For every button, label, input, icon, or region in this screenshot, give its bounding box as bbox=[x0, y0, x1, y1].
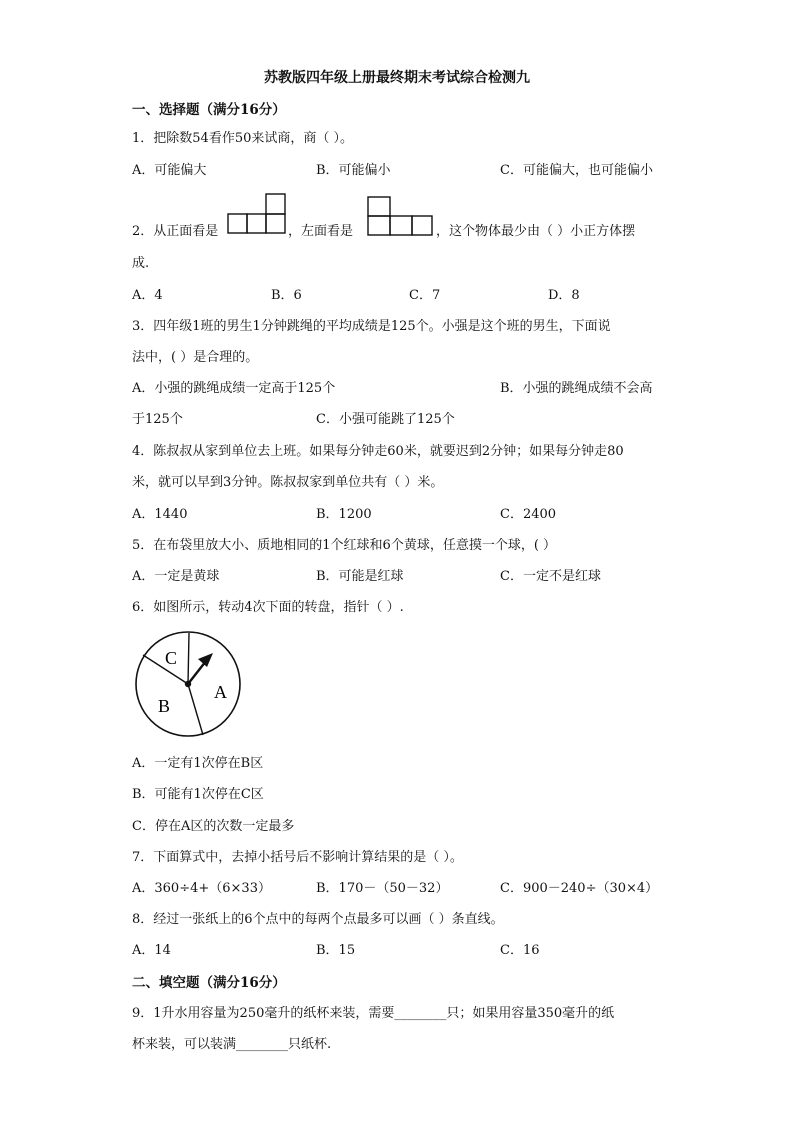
question-3-option-c: C．小强可能跳了125个 bbox=[316, 412, 455, 427]
question-6-option-c: C．停在A区的次数一定最多 bbox=[132, 819, 295, 834]
question-1-option-b: B．可能偏小 bbox=[316, 163, 391, 178]
question-2-option-d: D．8 bbox=[548, 288, 580, 303]
question-8-stem: 8．经过一张纸上的6个点中的每两个点最多可以画（ ）条直线。 bbox=[132, 912, 504, 927]
question-2-option-a: A．4 bbox=[132, 288, 163, 303]
question-1-option-c: C．可能偏大，也可能偏小 bbox=[500, 163, 653, 178]
spinner-figure bbox=[132, 630, 244, 742]
section-heading-choice: 一、选择题（满分16分） bbox=[132, 102, 286, 118]
question-5-stem: 5．在布袋里放大小、质地相同的1个红球和6个黄球，任意摸一个球，( ） bbox=[132, 538, 557, 553]
question-4-option-a: A．1440 bbox=[132, 507, 188, 522]
question-3-line-1: 3．四年级1班的男生1分钟跳绳的平均成绩是125个。小强是这个班的男生，下面说 bbox=[132, 319, 611, 334]
question-7-option-b: B．170－（50－32） bbox=[316, 881, 449, 896]
question-4-line-2: 米，就可以早到3分钟。陈叔叔家到单位共有（ ）米。 bbox=[132, 475, 444, 490]
question-3-option-b: B．小强的跳绳成绩不会高 bbox=[500, 381, 653, 396]
question-7-stem: 7．下面算式中，去掉小括号后不影响计算结果的是（ ）。 bbox=[132, 850, 463, 865]
question-2-option-b: B．6 bbox=[271, 288, 302, 303]
question-5-option-c: C．一定不是红球 bbox=[500, 569, 601, 584]
question-3-line-2: 法中，( ）是合理的。 bbox=[132, 350, 259, 365]
spinner-label-c: C bbox=[165, 648, 178, 668]
document-title: 苏教版四年级上册最终期末考试综合检测九 bbox=[264, 70, 530, 86]
question-3-option-b-cont: 于125个 bbox=[132, 412, 183, 427]
question-8-option-c: C．16 bbox=[500, 943, 540, 958]
question-6-stem: 6．如图所示，转动4次下面的转盘，指针（ ）. bbox=[132, 600, 404, 615]
question-3-option-a: A．小强的跳绳成绩一定高于125个 bbox=[132, 381, 336, 396]
question-9-line-2: 杯来装，可以装满________只纸杯. bbox=[132, 1037, 332, 1052]
question-4-line-1: 4．陈叔叔从家到单位去上班。如果每分钟走60米，就要迟到2分钟；如果每分钟走80 bbox=[132, 444, 624, 459]
question-7-option-c: C．900－240÷（30×4） bbox=[500, 881, 659, 896]
spinner-label-a: A bbox=[214, 682, 227, 702]
left-view-figure bbox=[366, 195, 436, 239]
question-4-option-b: B．1200 bbox=[316, 507, 372, 522]
question-8-option-a: A．14 bbox=[132, 943, 171, 958]
section-heading-fill: 二、填空题（满分16分） bbox=[132, 975, 286, 991]
question-7-option-a: A．360÷4+（6×33） bbox=[132, 881, 271, 896]
question-1-stem: 1．把除数54看作50来试商，商（ ）。 bbox=[132, 131, 353, 146]
question-2-part-2: ，左面看是 bbox=[288, 224, 354, 239]
question-5-option-a: A．一定是黄球 bbox=[132, 569, 220, 584]
spinner-label-b: B bbox=[158, 696, 171, 716]
question-6-option-a: A．一定有1次停在B区 bbox=[132, 756, 264, 771]
question-2-part-4: 成. bbox=[132, 256, 150, 271]
question-5-option-b: B．可能是红球 bbox=[316, 569, 404, 584]
question-2-part-1: 2．从正面看是 bbox=[132, 224, 219, 239]
question-2-part-3: ，这个物体最少由（ ）小正方体摆 bbox=[436, 224, 636, 239]
question-6-option-b: B．可能有1次停在C区 bbox=[132, 787, 264, 802]
question-1-option-a: A．可能偏大 bbox=[132, 163, 207, 178]
question-2-option-c: C．7 bbox=[409, 288, 441, 303]
question-9-line-1: 9．1升水用容量为250毫升的纸杯来装，需要________只；如果用容量350毫升的纸 bbox=[132, 1006, 615, 1021]
question-4-option-c: C．2400 bbox=[500, 507, 557, 522]
front-view-figure bbox=[227, 192, 287, 236]
question-8-option-b: B．15 bbox=[316, 943, 356, 958]
